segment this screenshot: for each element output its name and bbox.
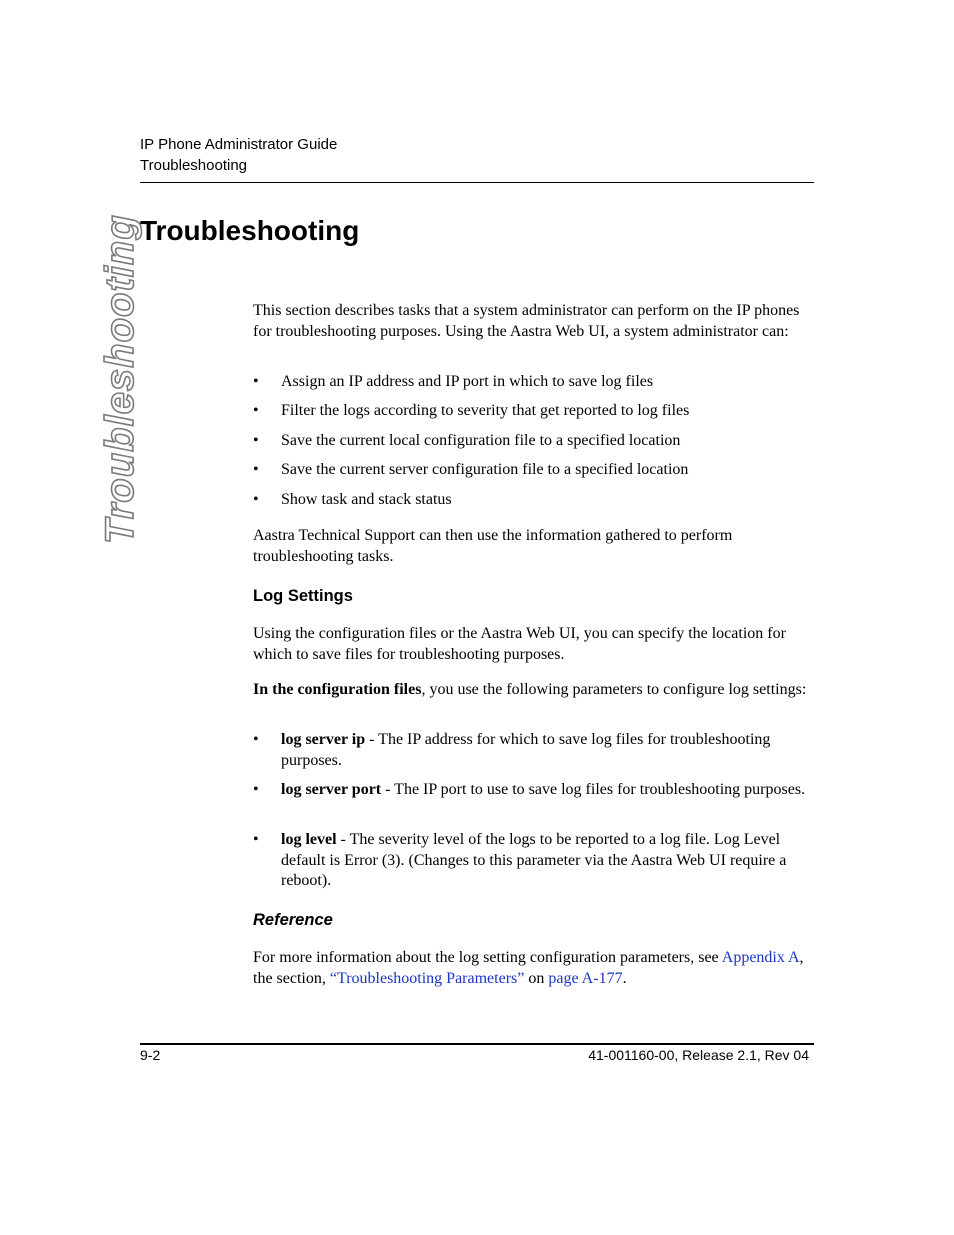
bullet-icon: • [253, 731, 259, 748]
param-name: log level [281, 831, 337, 848]
param-name: log server ip [281, 731, 366, 748]
reference-paragraph: For more information about the log setting configuration parameters, see Appendix A, the section, “Troubleshooting Parameters” on page A-177. [253, 949, 804, 987]
header-divider [140, 182, 814, 183]
bullet-icon: • [253, 373, 259, 390]
side-tab-chapter: Troubleshooting [98, 214, 142, 544]
intro-paragraph: This section describes tasks that a system administrator can perform on the IP phones for troubleshooting purposes. Using the Aastra Web UI, a system administrator can: [253, 302, 800, 340]
bullet-icon: • [253, 461, 259, 478]
appendix-a-link[interactable]: Appendix A [721, 949, 800, 966]
config-files-lead: In the configuration files [253, 681, 422, 698]
header-chapter: Troubleshooting [140, 157, 248, 174]
page-a-177-link[interactable]: page A-177 [548, 969, 623, 987]
log-settings-intro: Using the configuration files or the Aastra Web UI, you can specify the location for which to save files for troubleshooting purposes. [253, 625, 786, 663]
bullet-icon: • [253, 781, 259, 798]
page-title: Troubleshooting [140, 215, 360, 246]
page-number: 9-2 [140, 1047, 161, 1063]
bullet-icon: • [253, 432, 259, 449]
header-guide-title: IP Phone Administrator Guide [140, 136, 338, 153]
bullet-icon: • [253, 831, 259, 848]
reference-heading: Reference [253, 911, 333, 929]
bullet-icon: • [253, 491, 259, 508]
footer-divider [140, 1043, 814, 1045]
document-id: 41-001160-00, Release 2.1, Rev 04 [588, 1047, 809, 1063]
support-paragraph: Aastra Technical Support can then use the information gathered to perform troubleshooting tasks. [253, 527, 733, 565]
log-settings-heading: Log Settings [253, 587, 353, 605]
bullet-icon: • [253, 402, 259, 419]
param-name: log server port [281, 781, 382, 798]
config-files-paragraph: In the configuration files, you use the following parameters to configure log settings: [253, 681, 807, 698]
troubleshooting-parameters-link[interactable]: “Troubleshooting Parameters” [329, 969, 525, 987]
